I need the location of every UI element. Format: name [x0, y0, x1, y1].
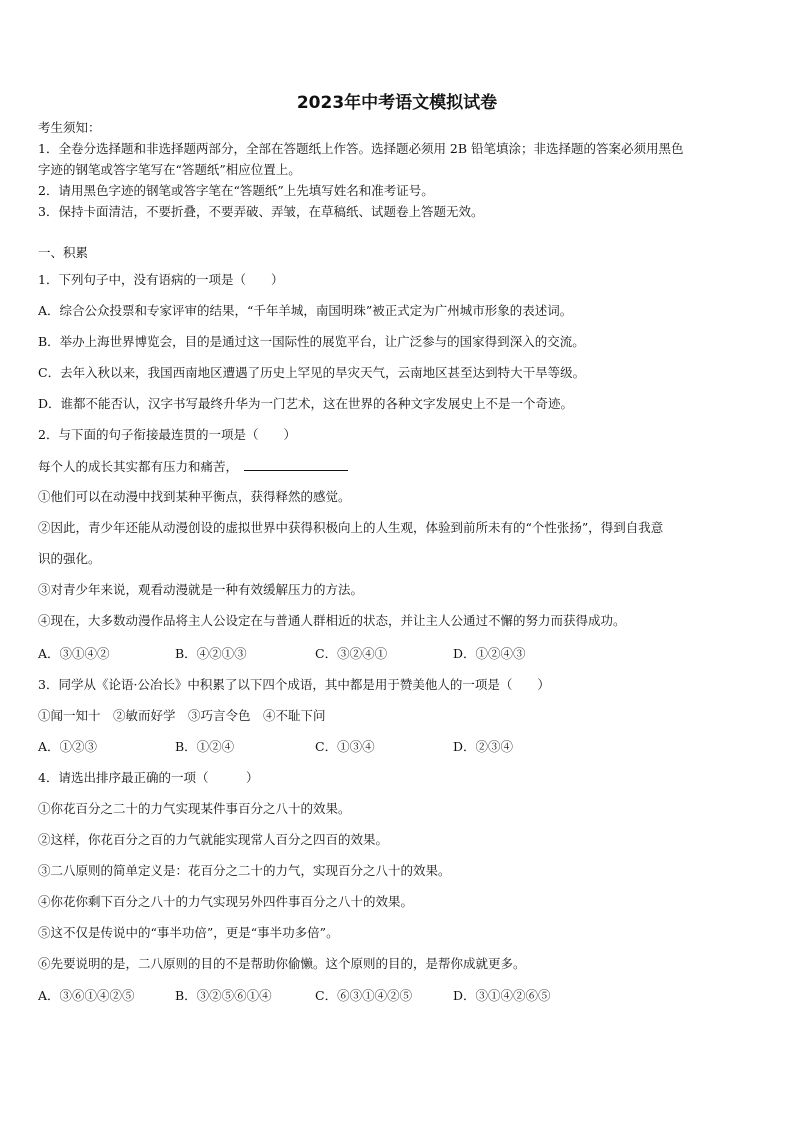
q2-stem: 2．与下面的句子衔接最连贯的一项是（ ）	[38, 427, 296, 442]
q2-item: ④现在，大多数动漫作品将主人公设定在与普通人群相近的状态，并让主人公通过不懈的努力而获得成功。	[38, 613, 626, 628]
q2-item-cont: 识的强化。	[38, 551, 101, 566]
q4-item: ③二八原则的简单定义是：花百分之二十的力气，实现百分之八十的效果。	[38, 863, 451, 878]
q4-choice-a[interactable]: A．③⑥①④②⑤	[38, 988, 135, 1003]
notice-item: 字迹的钢笔或答字笔写在“答题纸”相应位置上。	[38, 162, 301, 177]
q4-choice-c[interactable]: C．⑥③①④②⑤	[315, 988, 413, 1003]
q3-stem: 3．同学从《论语·公冶长》中积累了以下四个成语，其中都是用于赞美他人的一项是（ ）	[38, 677, 550, 692]
q1-option-d: D．谁都不能否认，汉字书写最终升华为一门艺术，这在世界的各种文字发展史上不是一个奇迹。	[38, 396, 574, 411]
notice-item: 3．保持卡面清洁，不要折叠，不要弄破、弄皱，在草稿纸、试题卷上答题无效。	[38, 204, 484, 219]
q2-item: ②因此，青少年还能从动漫创设的虚拟世界中获得积极向上的人生观，体验到前所未有的“个性张扬”，得到自我意	[38, 520, 664, 535]
q2-item: ③对青少年来说，观看动漫就是一种有效缓解压力的方法。	[38, 582, 364, 597]
q1-stem: 1．下列句子中，没有语病的一项是（ ）	[38, 272, 284, 287]
page-title: 2023年中考语文模拟试卷	[296, 93, 498, 113]
answer-blank	[244, 458, 348, 471]
q3-choice-b[interactable]: B．①②④	[175, 739, 235, 754]
q4-item: ①你花百分之二十的力气实现某件事百分之八十的效果。	[38, 801, 351, 816]
q3-choice-d[interactable]: D．②③④	[453, 739, 514, 754]
q2-item: ①他们可以在动漫中找到某种平衡点，获得释然的感觉。	[38, 489, 351, 504]
q4-item: ⑤这不仅是传说中的“事半功倍”，更是“事半功多倍”。	[38, 925, 339, 940]
notice-heading: 考生须知：	[38, 120, 101, 135]
q4-choice-d[interactable]: D．③①④②⑥⑤	[453, 988, 551, 1003]
q4-item: ⑥先要说明的是，二八原则的目的不是帮助你偷懒。这个原则的目的，是帮你成就更多。	[38, 956, 526, 971]
q4-item: ②这样，你花百分之百的力气就能实现常人百分之四百的效果。	[38, 832, 389, 847]
q3-choice-a[interactable]: A．①②③	[38, 739, 98, 754]
q2-lead-text: 每个人的成长其实都有压力和痛苦，	[38, 459, 239, 474]
q2-choice-d[interactable]: D．①②④③	[453, 646, 526, 661]
q4-item: ④你花你剩下百分之八十的力气实现另外四件事百分之八十的效果。	[38, 894, 414, 909]
q3-idioms: ①闻一知十 ②敏而好学 ③巧言令色 ④不耻下问	[38, 708, 326, 723]
q4-stem: 4．请选出排序最正确的一项（ ）	[38, 770, 259, 785]
notice-item: 2．请用黑色字迹的钢笔或答字笔在“答题纸”上先填写姓名和准考证号。	[38, 183, 434, 198]
q2-choice-c[interactable]: C．③②④①	[315, 646, 388, 661]
q1-option-c: C．去年入秋以来，我国西南地区遭遇了历史上罕见的旱灾天气，云南地区甚至达到特大干旱等级。	[38, 365, 586, 380]
q1-option-b: B．举办上海世界博览会，目的是通过这一国际性的展览平台，让广泛参与的国家得到深入的交流。	[38, 334, 585, 349]
section-heading: 一、积累	[38, 245, 89, 260]
q2-choice-b[interactable]: B．④②①③	[175, 646, 247, 661]
q3-choice-c[interactable]: C．①③④	[315, 739, 375, 754]
q2-choice-a[interactable]: A．③①④②	[38, 646, 110, 661]
q2-lead	[38, 458, 758, 475]
notice-item: 1．全卷分选择题和非选择题两部分，全部在答题纸上作答。选择题必须用 2B 铅笔填涂；非选择题的答案必须用黑色	[38, 141, 684, 156]
q1-option-a: A．综合公众投票和专家评审的结果，“千年羊城，南国明珠”被正式定为广州城市形象的表述词。	[38, 303, 573, 318]
q4-choice-b[interactable]: B．③②⑤⑥①④	[175, 988, 272, 1003]
